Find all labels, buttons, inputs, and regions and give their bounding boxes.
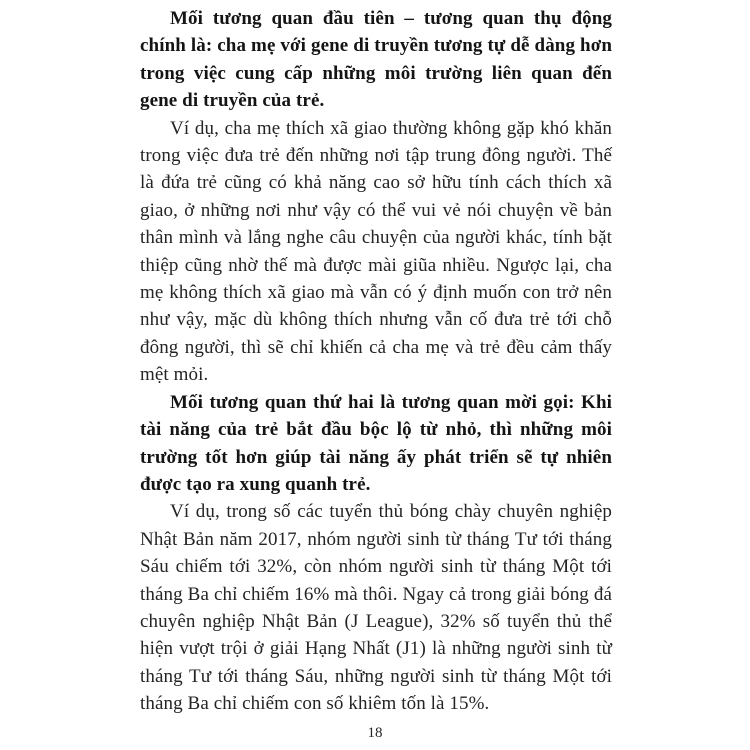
paragraph-example-social: Ví dụ, cha mẹ thích xã giao thường không gặp khó khăn trong việc đưa trẻ đến những nơi tập trung đông người. Thế là đứa trẻ cũng có khả năng cao sở hữu tính cách thích xã giao, ở những nơi như vậy có thể vui vẻ nói chuyện về bản thân mình và lắng nghe câu chuyện của người khác, tính bặt thiệp cũng nhờ thế mà được mài giũa nhiều. Ngược lại, cha mẹ không thích xã giao mà vẫn có ý định muốn con trở nên như vậy, mặc dù không thích nhưng vẫn cố đưa trẻ tới chỗ đông người, thì sẽ chỉ khiến cả cha mẹ và trẻ đều cảm thấy mệt mỏi. [140,117,612,386]
paragraph-passive-correlation: Mối tương quan đầu tiên – tương quan thụ động chính là: cha mẹ với gene di truyền tương tự dễ dàng hơn trong việc cung cấp những môi trường liên quan đến gene di truyền của trẻ. [140,8,612,112]
paragraph-evocative-correlation: Mối tương quan thứ hai là tương quan mời gọi: Khi tài năng của trẻ bắt đầu bộc lộ từ nhỏ, thì những môi trường tốt hơn giúp tài năng ấy phát triển sẽ tự nhiên được tạo ra xung quanh trẻ. [140,391,612,495]
page-number: 18 [367,725,383,741]
paragraph-example-baseball: Ví dụ, trong số các tuyển thủ bóng chày chuyên nghiệp Nhật Bản năm 2017, nhóm người sinh từ tháng Tư tới tháng Sáu chiếm tới 32%, còn nhóm người sinh từ tháng Một tới tháng Ba chỉ chiếm 16% mà thôi. Ngay cả trong giải bóng đá chuyên nghiệp Nhật Bản (J League), 32% số tuyển thủ thể hiện vượt trội ở giải Hạng Nhất (J1) là những người sinh từ tháng Tư tới tháng Sáu, những người sinh từ tháng Một tới tháng Ba chỉ chiếm con số khiêm tốn là 15%. [140,501,612,715]
page-text [140,5,612,718]
